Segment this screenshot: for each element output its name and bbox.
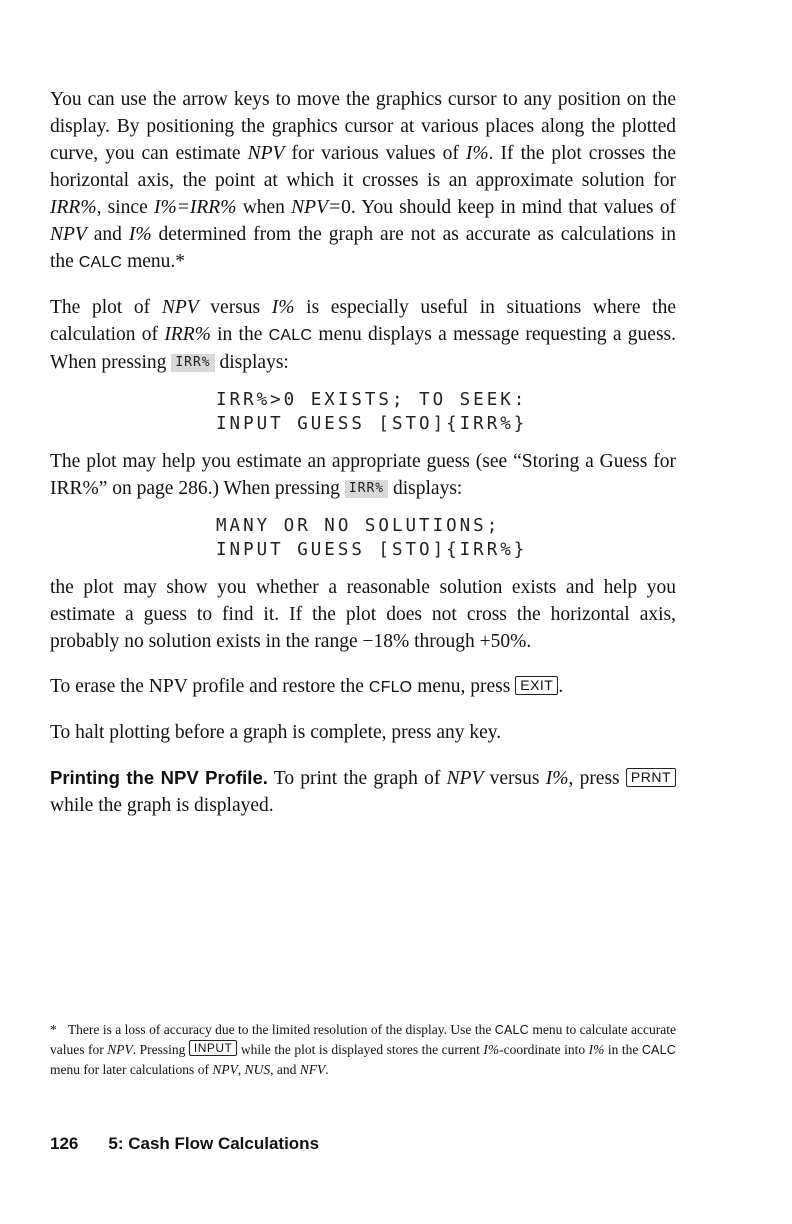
calc-menu-label: CALC [494,1023,529,1037]
display-line: INPUT GUESS [STO]{IRR%} [216,540,528,560]
paragraph-graphics-cursor: You can use the arrow keys to move the graphics cursor to any position on the display. By positioning the graphics cursor at various places along the plotted curve, you can estimate NPV for various values of I%. If the plot crosses the horizontal axis, the point at which it crosses is an approximate solution for IRR%, since I%=IRR% when NPV=0. You should keep in mind that values of NPV and I% determined from the graph are not as accurate as calculations in the CALC menu.* [50,89,677,272]
page-body [50,86,676,819]
paragraph-halt-plotting: To halt plotting before a graph is complete, press any key. [50,722,502,743]
calculator-display-message-1 [216,388,676,436]
calc-menu-label: CALC [78,254,123,271]
cflo-menu-label: CFLO [368,679,413,696]
calculator-display-message-2 [216,514,676,562]
footnote-marker: * [50,1022,57,1037]
calc-menu-label: CALC [641,1043,676,1057]
input-key: INPUT [189,1040,238,1056]
section-heading: Printing the NPV Profile. [50,767,268,788]
chapter-title: 5: Cash Flow Calculations [108,1134,320,1153]
paragraph-erase-profile: To erase the NPV profile and restore the CFLO menu, press EXIT . [50,676,564,697]
display-line: IRR%>0 EXISTS; TO SEEK: [216,390,528,410]
exit-key: EXIT [515,676,558,695]
footnote: * There is a loss of accuracy due to the limited resolution of the display. Use the CALC menu to calculate accurate values for NPV. Pressing INPUT while the plot is displayed stores the current I%-coordinate into I% in the CALC menu for later calculations of NPV, NUS, and NFV. [50,1022,676,1077]
page-footer [50,1134,319,1154]
irr-softkey: IRR% [345,480,388,498]
prnt-key: PRNT [626,768,676,787]
display-line: MANY OR NO SOLUTIONS; [216,516,501,536]
paragraph-appropriate-guess: The plot may help you estimate an appropriate guess (see “Storing a Guess for IRR%” on page 286.) When pressing IRR% displays: [50,451,676,499]
irr-softkey: IRR% [171,354,214,372]
paragraph-printing-profile: Printing the NPV Profile. To print the graph of NPV versus I%, press PRNT while the graph is displayed. [50,764,676,819]
page-number: 126 [50,1134,79,1153]
paragraph-plot-usefulness: The plot of NPV versus I% is especially useful in situations where the calculation of IRR% in the CALC menu displays a message requesting a guess. When pressing IRR% displays: [50,297,677,373]
calc-menu-label: CALC [268,327,313,344]
paragraph-reasonable-solution: the plot may show you whether a reasonable solution exists and help you estimate a guess to find it. If the plot does not cross the horizontal axis, probably no solution exists in the range −18% through +50%. [50,577,676,652]
display-line: INPUT GUESS [STO]{IRR%} [216,414,528,434]
